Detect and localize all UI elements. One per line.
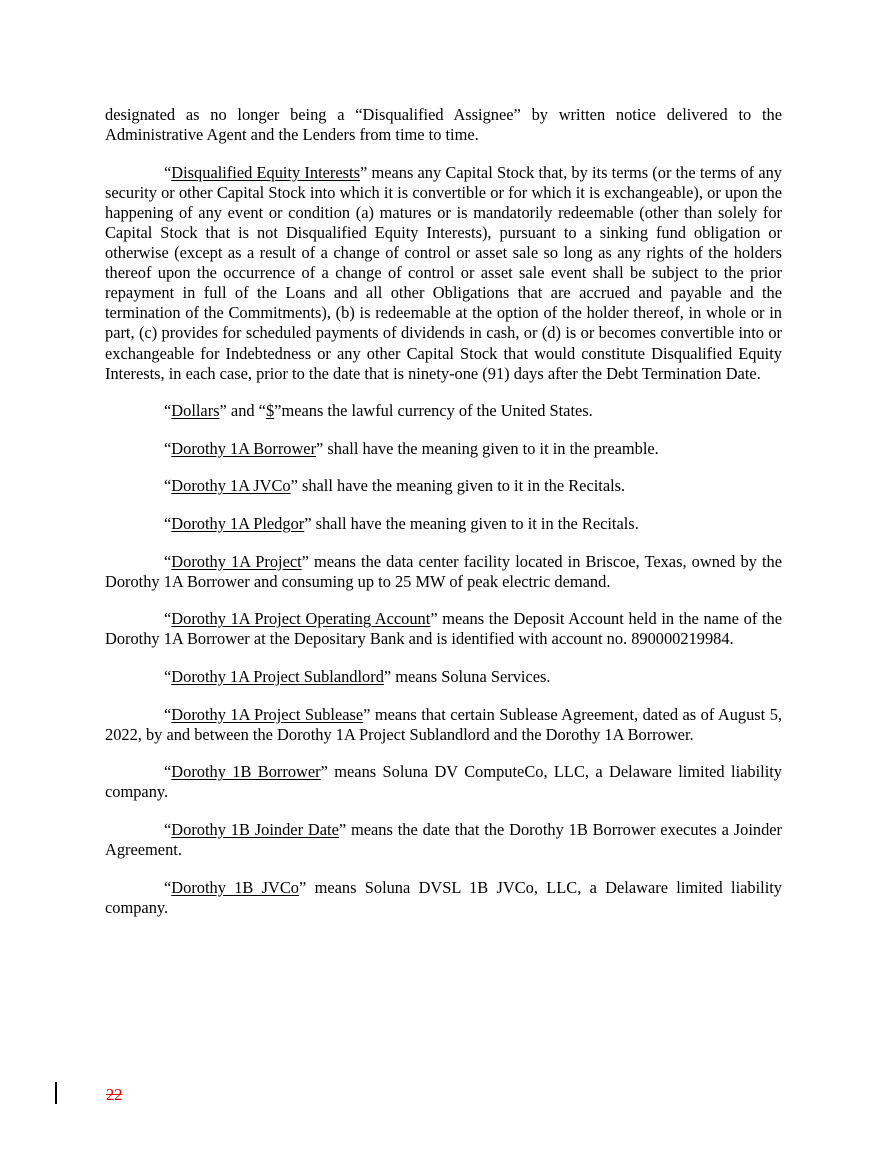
- page-number: 22: [106, 1085, 123, 1104]
- defined-term: Dorothy 1A Project Sublease: [171, 704, 364, 724]
- definition-paragraph: “Dorothy 1A Project” means the data center facility located in Briscoe, Texas, owned by the Dorothy 1A Borrower and consuming up to 25 MW of peak electric demand.: [105, 551, 782, 591]
- defined-term: Disqualified Equity Interests: [171, 162, 360, 182]
- defined-term: Dorothy 1A Project Operating Account: [171, 609, 431, 629]
- defined-term: Dorothy 1B Borrower: [171, 762, 321, 782]
- definition-paragraph: “Dorothy 1B JVCo” means Soluna DVSL 1B JVCo, LLC, a Delaware limited liability company.: [105, 877, 782, 917]
- paragraph-text: designated as no longer being a “Disqualified Assignee” by written notice delivered to the Administrative Agent and the Lenders from time to time.: [105, 105, 782, 145]
- defined-term: Dorothy 1A Borrower: [171, 438, 317, 458]
- definition-paragraph: “Dorothy 1A Borrower” shall have the meaning given to it in the preamble.: [164, 438, 659, 458]
- defined-term: Dorothy 1B Joinder Date: [171, 819, 339, 839]
- definitions-body: [105, 105, 782, 935]
- definition-paragraph: “Dorothy 1A Project Sublandlord” means Soluna Services.: [164, 666, 551, 686]
- defined-term: Dorothy 1A JVCo: [171, 476, 291, 496]
- definition-paragraph: [105, 105, 782, 145]
- defined-term: Dorothy 1A Project: [171, 551, 302, 571]
- defined-term: Dorothy 1A Pledgor: [171, 514, 305, 533]
- definition-paragraph: “Dorothy 1B Borrower” means Soluna DV ComputeCo, LLC, a Delaware limited liability company.: [105, 762, 783, 802]
- defined-term: Dorothy 1B JVCo: [171, 877, 299, 897]
- definition-paragraph: “Dorothy 1A Project Operating Account” means the Deposit Account held in the name of the Dorothy 1A Borrower at the Depositary Bank and is identified with account no. 890000219984.: [105, 609, 782, 649]
- definition-paragraph: “Dorothy 1A JVCo” shall have the meaning given to it in the Recitals.: [164, 476, 626, 496]
- definition-paragraph: “Dorothy 1A Project Sublease” means that certain Sublease Agreement, dated as of August 5, 2022, by and between the Dorothy 1A Project Sublandlord and the Dorothy 1A Borrower.: [105, 704, 782, 744]
- definition-paragraph: “Disqualified Equity Interests” means any Capital Stock that, by its terms (or the terms of any security or other Capital Stock into which it is convertible or for which it is exchangeable), or upon the happening of any event or condition (a) matures or is mandatorily redeemable (other than solely for Capital Stock that is not Disqualified Equity Interests), pursuant to a sinking fund obligation or otherwise (except as a result of a change of control or asset sale so long as any rights of the holders thereof upon the occurrence of a change of control or asset sale event shall be subject to the prior repayment in full of the Loans and all other Obligations that are accrued and payable and the termination of the Commitments), (b) is redeemable at the option of the holder thereof, in whole or in part, (c) provides for scheduled payments of dividends in cash, or (d) is or becomes convertible into or exchangeable for Indebtedness or any other Capital Stock that would constitute Disqualified Equity Interests, in each case, prior to the date that is ninety-one (91) days after the Debt Termination Date.: [105, 162, 782, 383]
- definition-paragraph: “Dorothy 1B Joinder Date” means the date that the Dorothy 1B Borrower executes a Joinder Agreement.: [105, 819, 782, 860]
- definition-paragraph: “Dollars” and “$”means the lawful currency of the United States.: [164, 401, 593, 421]
- defined-term: Dollars: [171, 401, 220, 421]
- defined-term: Dorothy 1A Project Sublandlord: [171, 666, 384, 686]
- definition-paragraph: “Dorothy 1A Pledgor” shall have the meaning given to it in the Recitals.: [164, 514, 639, 533]
- defined-term: $: [265, 401, 275, 421]
- revision-change-bar: [55, 1082, 57, 1104]
